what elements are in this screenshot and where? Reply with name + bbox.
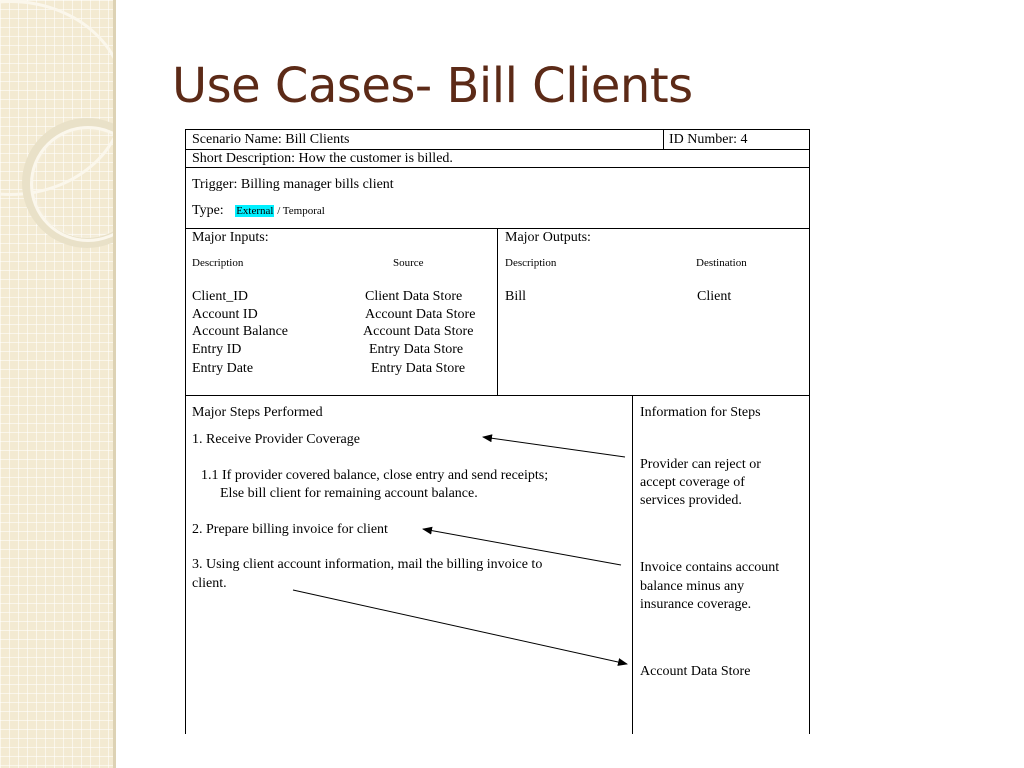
info-label: Information for Steps: [640, 405, 761, 420]
output-destination: Client: [697, 289, 732, 304]
info-1-line3: services provided.: [640, 493, 742, 508]
inputs-description-header: Description: [192, 257, 244, 269]
steps-label: Major Steps Performed: [192, 405, 323, 420]
step-2: 2. Prepare billing invoice for client: [192, 522, 388, 537]
trigger: Trigger: Billing manager bills client: [192, 177, 394, 192]
info-1-line1: Provider can reject or: [640, 457, 761, 472]
id-number: ID Number: 4: [669, 132, 748, 147]
input-description: Client_ID: [192, 289, 248, 304]
arrow-step3: [293, 590, 627, 664]
short-description: Short Description: How the customer is billed.: [192, 151, 453, 166]
step-1-1-line1: 1.1 If provider covered balance, close entry and send receipts;: [201, 468, 549, 483]
arrow-step2: [423, 529, 621, 565]
type-external-highlight: External: [236, 205, 274, 217]
input-source: Account Data Store: [365, 307, 476, 322]
input-source: Account Data Store: [363, 324, 474, 339]
input-source: Client Data Store: [365, 289, 463, 304]
input-description: Account Balance: [192, 324, 289, 339]
input-source: Entry Data Store: [371, 361, 466, 376]
inputs-source-header: Source: [393, 257, 424, 269]
info-2-line3: insurance coverage.: [640, 597, 752, 612]
type-label: Type:: [192, 203, 224, 218]
step-1-1-line2: Else bill client for remaining account balance.: [220, 486, 478, 501]
input-description: Account ID: [192, 307, 258, 322]
input-source: Entry Data Store: [369, 342, 464, 357]
outputs-destination-header: Destination: [696, 257, 747, 269]
output-description: Bill: [505, 289, 527, 304]
step-1: 1. Receive Provider Coverage: [192, 432, 360, 447]
major-outputs-label: Major Outputs:: [505, 230, 591, 245]
input-description: Entry ID: [192, 342, 242, 357]
info-2-line1: Invoice contains account: [640, 560, 780, 575]
outputs-description-header: Description: [505, 257, 557, 269]
type-temporal: / Temporal: [274, 205, 325, 217]
info-3: Account Data Store: [640, 664, 751, 679]
major-inputs-label: Major Inputs:: [192, 230, 269, 245]
arrow-step1: [483, 437, 625, 457]
step-3-line1: 3. Using client account information, mail the billing invoice to: [192, 557, 543, 572]
input-description: Entry Date: [192, 361, 254, 376]
scenario-name: Scenario Name: Bill Clients: [192, 132, 350, 147]
info-1-line2: accept coverage of: [640, 475, 745, 490]
step-3-line2: client.: [192, 576, 227, 591]
slide-title: Use Cases- Bill Clients: [172, 58, 693, 114]
info-2-line2: balance minus any: [640, 579, 745, 594]
